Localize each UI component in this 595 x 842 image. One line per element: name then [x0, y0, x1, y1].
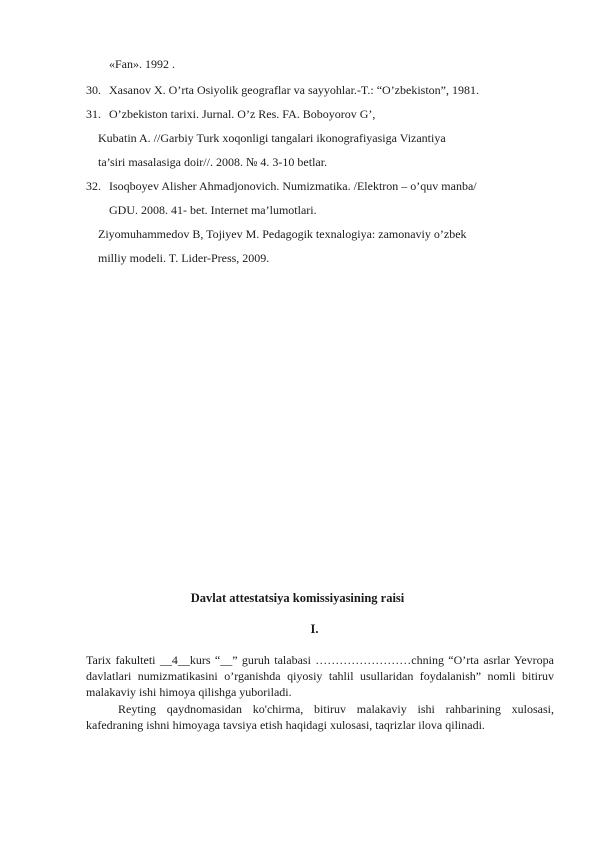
reference-item-32-continuation: GDU. 2008. 41- bet. Internet ma’lumotlari. — [109, 203, 317, 217]
reference-number: 31. — [86, 107, 101, 121]
reference-kubatin-line-1: Kubatin A. //Garbiy Turk xoqonligi tangalari ikonografiyasiga Vizantiya — [98, 131, 446, 145]
reference-ziyomuhammedov-line-1: Ziyomuhammedov B, Tojiyev M. Pedagogik texnalogiya: zamonaviy o’zbek — [98, 227, 467, 241]
reference-item-30: Xasanov X. O’rta Osiyolik geograflar va sayyohlar.-T.: “O’zbekiston”, 1981. — [109, 83, 480, 97]
reference-publisher-line: «Fan». 1992 . — [109, 57, 175, 71]
commission-chair-heading: Davlat attestatsiya komissiyasining raisi — [190, 591, 405, 605]
reference-number: 30. — [86, 83, 101, 97]
reference-ziyomuhammedov-line-2: milliy modeli. T. Lider-Press, 2009. — [98, 251, 270, 265]
reference-item-31: O’zbekiston tarixi. Jurnal. O’z Res. FA. Boboyorov G’, — [109, 107, 376, 121]
reference-kubatin-line-2: ta’siri masalasiga doir//. 2008. № 4. 3-10 betlar. — [98, 155, 328, 169]
reference-item-32: Isoqboyev Alisher Ahmadjonovich. Numizmatika. /Elektron – o’quv manba/ — [109, 179, 477, 193]
reference-number: 32. — [86, 179, 101, 193]
attachments-paragraph: Reyting qaydnomasidan ko'chirma, bitiruv malakaviy ishi rahbarining xulosasi, kafedraning ishni himoyaga tavsiya etish haqidagi xulosasi, taqrizlar ilova qilinadi. — [86, 702, 554, 732]
section-roman-numeral: I. — [310, 622, 319, 636]
submission-paragraph: Tarix fakulteti __4__kurs “__” guruh talabasi ……………………chning “O’rta asrlar Yevropa davlatlari numizmatikasini o’rganishda qiyosiy tahlil usullaridan foydalanish” nomli bitiruv malakaviy ishi himoya qilishga yuboriladi. — [86, 653, 554, 699]
